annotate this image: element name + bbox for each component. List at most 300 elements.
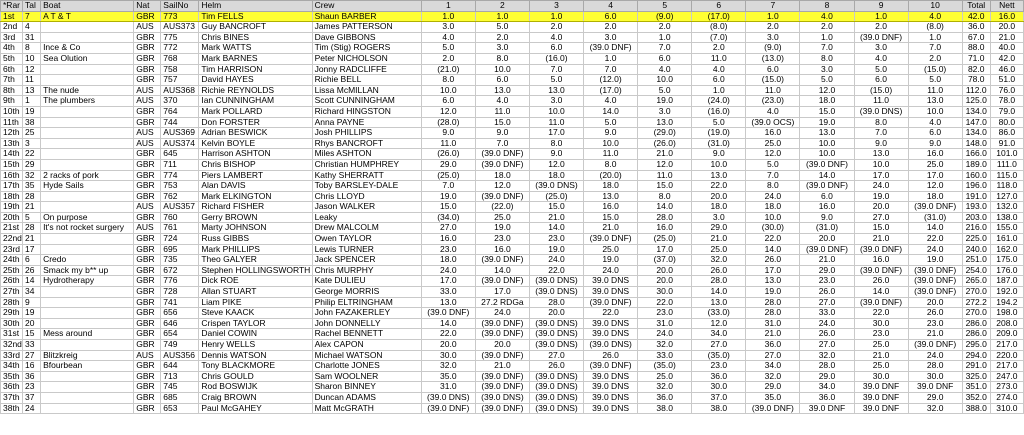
cell-boat[interactable]	[41, 244, 134, 255]
cell-r10[interactable]: 22.0	[908, 234, 962, 245]
cell-r4[interactable]: 39.0 DNS	[584, 392, 638, 403]
cell-r1[interactable]: 29.0	[421, 159, 475, 170]
cell-r3[interactable]: 19.0	[529, 244, 583, 255]
cell-boat[interactable]: Smack my b** up	[41, 265, 134, 276]
cell-r3[interactable]: (39.0 DNS)	[529, 382, 583, 393]
cell-r2[interactable]: (39.0 DNF)	[475, 191, 529, 202]
cell-r2[interactable]: 2.0	[475, 32, 529, 43]
cell-tally[interactable]: 10	[23, 53, 41, 64]
cell-r2[interactable]: 14.0	[475, 265, 529, 276]
cell-total[interactable]: 42.0	[962, 11, 990, 22]
cell-r10[interactable]: 7.0	[908, 43, 962, 54]
cell-r5[interactable]: 3.0	[638, 106, 692, 117]
cell-r6[interactable]: 25.0	[692, 244, 746, 255]
cell-r4[interactable]: 14.0	[584, 106, 638, 117]
column-header-sail[interactable]: SailNo	[161, 1, 199, 12]
cell-nett[interactable]: 192.0	[990, 287, 1023, 298]
cell-r9[interactable]: 5.0	[854, 64, 908, 75]
cell-rank[interactable]: 16th	[1, 170, 23, 181]
cell-r5[interactable]: 16.0	[638, 223, 692, 234]
cell-crew[interactable]: Rachel BENNETT	[312, 329, 421, 340]
cell-helm[interactable]: Harrison ASHTON	[199, 149, 312, 160]
column-header-r8[interactable]: 8	[800, 1, 854, 12]
cell-r1[interactable]: (39.0 DNF)	[421, 308, 475, 319]
cell-r9[interactable]: 30.0	[854, 318, 908, 329]
cell-nat[interactable]: GBR	[134, 191, 161, 202]
cell-r4[interactable]: 22.0	[584, 308, 638, 319]
cell-boat[interactable]	[41, 32, 134, 43]
cell-helm[interactable]: Chris GOULD	[199, 371, 312, 382]
cell-r5[interactable]: 38.0	[638, 403, 692, 414]
cell-r4[interactable]: 39.0 DNS	[584, 403, 638, 414]
cell-r6[interactable]: 2.0	[692, 43, 746, 54]
cell-crew[interactable]: Matt McGRATH	[312, 403, 421, 414]
cell-r7[interactable]: 1.0	[746, 11, 800, 22]
cell-nett[interactable]: 209.0	[990, 329, 1023, 340]
cell-helm[interactable]: Guy BANCROFT	[199, 22, 312, 33]
cell-crew[interactable]: Richie BELL	[312, 75, 421, 86]
cell-nat[interactable]: AUS	[134, 202, 161, 213]
cell-crew[interactable]: Dave GIBBONS	[312, 32, 421, 43]
cell-nat[interactable]: GBR	[134, 287, 161, 298]
cell-r9[interactable]: 23.0	[854, 329, 908, 340]
cell-r4[interactable]: 7.0	[584, 64, 638, 75]
cell-nat[interactable]: GBR	[134, 234, 161, 245]
cell-r8[interactable]: (39.0 DNF)	[800, 181, 854, 192]
cell-r9[interactable]: (39.0 DNF)	[854, 32, 908, 43]
cell-r5[interactable]: (25.0)	[638, 234, 692, 245]
cell-crew[interactable]: Tim (Stig) ROGERS	[312, 43, 421, 54]
cell-r4[interactable]: 10.0	[584, 138, 638, 149]
column-header-nat[interactable]: Nat	[134, 1, 161, 12]
cell-crew[interactable]: Josh PHILLIPS	[312, 128, 421, 139]
cell-helm[interactable]: Steve KAACK	[199, 308, 312, 319]
cell-rank[interactable]: 19th	[1, 202, 23, 213]
cell-r10[interactable]: 30.0	[908, 371, 962, 382]
cell-r5[interactable]: 8.0	[638, 191, 692, 202]
cell-r1[interactable]: (39.0 DNF)	[421, 403, 475, 414]
cell-boat[interactable]	[41, 340, 134, 351]
cell-boat[interactable]: Blitzkreig	[41, 350, 134, 361]
cell-total[interactable]: 286.0	[962, 318, 990, 329]
cell-nett[interactable]: 176.0	[990, 265, 1023, 276]
cell-nett[interactable]: 217.0	[990, 361, 1023, 372]
cell-r8[interactable]: 10.0	[800, 138, 854, 149]
cell-r8[interactable]: 6.0	[800, 191, 854, 202]
table-row[interactable]	[1, 276, 1024, 287]
cell-r9[interactable]: 4.0	[854, 53, 908, 64]
cell-r6[interactable]: 3.0	[692, 212, 746, 223]
cell-crew[interactable]: Jason WALKER	[312, 202, 421, 213]
cell-r1[interactable]: 32.0	[421, 361, 475, 372]
cell-sail[interactable]: AUS374	[161, 138, 199, 149]
cell-sail[interactable]: 672	[161, 265, 199, 276]
cell-sail[interactable]: 685	[161, 392, 199, 403]
cell-r10[interactable]: (39.0 DNF)	[908, 202, 962, 213]
cell-r9[interactable]: 3.0	[854, 43, 908, 54]
cell-total[interactable]: 125.0	[962, 96, 990, 107]
cell-r2[interactable]: 6.0	[475, 75, 529, 86]
cell-r7[interactable]: 12.0	[746, 149, 800, 160]
cell-helm[interactable]: Mark PHILLIPS	[199, 244, 312, 255]
cell-r4[interactable]: 15.0	[584, 212, 638, 223]
table-row[interactable]	[1, 255, 1024, 266]
table-row[interactable]	[1, 138, 1024, 149]
cell-r10[interactable]: (39.0 DNF)	[908, 287, 962, 298]
cell-boat[interactable]	[41, 64, 134, 75]
cell-r6[interactable]: (35.0)	[692, 350, 746, 361]
cell-helm[interactable]: Chris BINES	[199, 32, 312, 43]
cell-r8[interactable]: 34.0	[800, 382, 854, 393]
cell-total[interactable]: 325.0	[962, 371, 990, 382]
cell-boat[interactable]	[41, 75, 134, 86]
cell-r9[interactable]: 21.0	[854, 350, 908, 361]
cell-helm[interactable]: Mark BARNES	[199, 53, 312, 64]
cell-r7[interactable]: 3.0	[746, 32, 800, 43]
cell-r5[interactable]: 32.0	[638, 340, 692, 351]
cell-nett[interactable]: 115.0	[990, 170, 1023, 181]
cell-r1[interactable]: 18.0	[421, 255, 475, 266]
cell-crew[interactable]: Chris MURPHY	[312, 265, 421, 276]
cell-helm[interactable]: Piers LAMBERT	[199, 170, 312, 181]
cell-boat[interactable]	[41, 382, 134, 393]
cell-total[interactable]: 352.0	[962, 392, 990, 403]
cell-nett[interactable]: 80.0	[990, 117, 1023, 128]
cell-tally[interactable]: 36	[23, 371, 41, 382]
cell-helm[interactable]: Stephen HOLLINGSWORTH	[199, 265, 312, 276]
cell-r7[interactable]: 34.0	[746, 361, 800, 372]
cell-r7[interactable]: 18.0	[746, 202, 800, 213]
cell-total[interactable]: 270.0	[962, 308, 990, 319]
cell-sail[interactable]: AUS369	[161, 128, 199, 139]
cell-total[interactable]: 351.0	[962, 382, 990, 393]
cell-sail[interactable]: AUS356	[161, 350, 199, 361]
cell-crew[interactable]: Drew MALCOLM	[312, 223, 421, 234]
cell-nat[interactable]: GBR	[134, 212, 161, 223]
cell-rank[interactable]: 25th	[1, 265, 23, 276]
cell-crew[interactable]: Duncan ADAMS	[312, 392, 421, 403]
cell-r10[interactable]: 16.0	[908, 149, 962, 160]
cell-r5[interactable]: 24.0	[638, 329, 692, 340]
cell-r1[interactable]: 10.0	[421, 85, 475, 96]
cell-r5[interactable]: 28.0	[638, 212, 692, 223]
cell-r3[interactable]: (39.0 DNS)	[529, 181, 583, 192]
cell-nat[interactable]: GBR	[134, 340, 161, 351]
table-row[interactable]	[1, 202, 1024, 213]
column-header-crew[interactable]: Crew	[312, 1, 421, 12]
cell-boat[interactable]: Bfourbean	[41, 361, 134, 372]
cell-rank[interactable]: 15th	[1, 159, 23, 170]
cell-boat[interactable]	[41, 403, 134, 414]
table-row[interactable]	[1, 340, 1024, 351]
cell-r1[interactable]: (34.0)	[421, 212, 475, 223]
cell-nett[interactable]: 79.0	[990, 106, 1023, 117]
cell-r3[interactable]: (16.0)	[529, 53, 583, 64]
cell-crew[interactable]: Jack SPENCER	[312, 255, 421, 266]
cell-r5[interactable]: 33.0	[638, 350, 692, 361]
cell-nett[interactable]: 273.0	[990, 382, 1023, 393]
cell-r10[interactable]: (39.0 DNF)	[908, 276, 962, 287]
cell-helm[interactable]: Liam PIKE	[199, 297, 312, 308]
cell-r5[interactable]: (29.0)	[638, 128, 692, 139]
cell-r9[interactable]: 7.0	[854, 128, 908, 139]
cell-r7[interactable]: 26.0	[746, 255, 800, 266]
cell-r1[interactable]: 35.0	[421, 371, 475, 382]
cell-tally[interactable]: 31	[23, 32, 41, 43]
column-header-rank[interactable]: *Rar	[1, 1, 23, 12]
cell-rank[interactable]: 30th	[1, 318, 23, 329]
table-row[interactable]	[1, 170, 1024, 181]
cell-r4[interactable]: 6.0	[584, 11, 638, 22]
cell-nett[interactable]: 16.0	[990, 11, 1023, 22]
column-header-r9[interactable]: 9	[854, 1, 908, 12]
cell-rank[interactable]: 7th	[1, 75, 23, 86]
cell-r3[interactable]: 26.0	[529, 361, 583, 372]
cell-crew[interactable]: Anna PAYNE	[312, 117, 421, 128]
cell-r2[interactable]: 15.0	[475, 117, 529, 128]
cell-boat[interactable]	[41, 371, 134, 382]
cell-r6[interactable]: 20.0	[692, 191, 746, 202]
cell-r4[interactable]: 21.0	[584, 223, 638, 234]
cell-r9[interactable]: 25.0	[854, 361, 908, 372]
cell-r7[interactable]: 29.0	[746, 382, 800, 393]
cell-r2[interactable]: 18.0	[475, 170, 529, 181]
cell-r6[interactable]: 29.0	[692, 223, 746, 234]
cell-nett[interactable]: 217.0	[990, 340, 1023, 351]
cell-r1[interactable]: 4.0	[421, 32, 475, 43]
cell-sail[interactable]: 768	[161, 53, 199, 64]
cell-tally[interactable]: 4	[23, 22, 41, 33]
cell-r8[interactable]: 27.0	[800, 297, 854, 308]
cell-nett[interactable]: 127.0	[990, 191, 1023, 202]
cell-nett[interactable]: 155.0	[990, 223, 1023, 234]
cell-boat[interactable]: Sea Olution	[41, 53, 134, 64]
cell-crew[interactable]: Jonny RADCLIFFE	[312, 64, 421, 75]
cell-r10[interactable]: (31.0)	[908, 212, 962, 223]
cell-r1[interactable]: 9.0	[421, 128, 475, 139]
cell-r3[interactable]: 20.0	[529, 308, 583, 319]
cell-r4[interactable]: 39.0 DNS	[584, 318, 638, 329]
cell-nat[interactable]: GBR	[134, 43, 161, 54]
cell-r6[interactable]: 34.0	[692, 329, 746, 340]
cell-tally[interactable]: 37	[23, 392, 41, 403]
cell-r3[interactable]: (39.0 DNS)	[529, 318, 583, 329]
cell-r8[interactable]: 8.0	[800, 53, 854, 64]
cell-sail[interactable]: AUS368	[161, 85, 199, 96]
cell-r10[interactable]: 10.0	[908, 106, 962, 117]
cell-r9[interactable]: 24.0	[854, 181, 908, 192]
cell-nett[interactable]: 86.0	[990, 128, 1023, 139]
cell-r7[interactable]: 24.0	[746, 191, 800, 202]
cell-r10[interactable]: 9.0	[908, 138, 962, 149]
cell-helm[interactable]: Don FORSTER	[199, 117, 312, 128]
cell-r6[interactable]: 26.0	[692, 265, 746, 276]
cell-r2[interactable]: 20.0	[475, 340, 529, 351]
cell-r2[interactable]: 9.0	[475, 128, 529, 139]
cell-nat[interactable]: GBR	[134, 361, 161, 372]
cell-r2[interactable]: 10.0	[475, 64, 529, 75]
cell-rank[interactable]: 9th	[1, 96, 23, 107]
cell-helm[interactable]: Allan STUART	[199, 287, 312, 298]
cell-r3[interactable]: (39.0 DNS)	[529, 340, 583, 351]
cell-boat[interactable]	[41, 138, 134, 149]
cell-nat[interactable]: GBR	[134, 170, 161, 181]
cell-r6[interactable]: 28.0	[692, 276, 746, 287]
cell-r10[interactable]: 24.0	[908, 350, 962, 361]
cell-r7[interactable]: 13.0	[746, 276, 800, 287]
cell-r7[interactable]: 22.0	[746, 234, 800, 245]
cell-r8[interactable]: (39.0 DNF)	[800, 159, 854, 170]
cell-r3[interactable]: (39.0 DNS)	[529, 329, 583, 340]
cell-r7[interactable]: 17.0	[746, 265, 800, 276]
cell-r8[interactable]: 23.0	[800, 276, 854, 287]
cell-r10[interactable]: 5.0	[908, 75, 962, 86]
cell-total[interactable]: 251.0	[962, 255, 990, 266]
cell-r7[interactable]: 27.0	[746, 350, 800, 361]
cell-tally[interactable]: 19	[23, 106, 41, 117]
cell-r5[interactable]: 2.0	[638, 22, 692, 33]
cell-r6[interactable]: 22.0	[692, 181, 746, 192]
cell-r3[interactable]: 3.0	[529, 96, 583, 107]
cell-rank[interactable]: 12th	[1, 128, 23, 139]
cell-total[interactable]: 112.0	[962, 85, 990, 96]
cell-r6[interactable]: 18.0	[692, 202, 746, 213]
cell-r7[interactable]: 28.0	[746, 297, 800, 308]
cell-r10[interactable]: 18.0	[908, 191, 962, 202]
cell-r2[interactable]: 17.0	[475, 287, 529, 298]
cell-r1[interactable]: 6.0	[421, 96, 475, 107]
cell-sail[interactable]: 760	[161, 212, 199, 223]
cell-sail[interactable]: 745	[161, 382, 199, 393]
cell-helm[interactable]: Russ GIBBS	[199, 234, 312, 245]
cell-r4[interactable]: 5.0	[584, 117, 638, 128]
cell-sail[interactable]: 761	[161, 223, 199, 234]
cell-nat[interactable]: GBR	[134, 75, 161, 86]
cell-r10[interactable]: 24.0	[908, 244, 962, 255]
cell-r3[interactable]: 7.0	[529, 64, 583, 75]
cell-nett[interactable]: 208.0	[990, 318, 1023, 329]
cell-r6[interactable]: 13.0	[692, 170, 746, 181]
cell-r2[interactable]: (39.0 DNF)	[475, 382, 529, 393]
cell-r7[interactable]: 35.0	[746, 392, 800, 403]
table-row[interactable]	[1, 329, 1024, 340]
cell-rank[interactable]: 3rd	[1, 32, 23, 43]
cell-total[interactable]: 240.0	[962, 244, 990, 255]
cell-rank[interactable]: 14th	[1, 149, 23, 160]
cell-rank[interactable]: 23rd	[1, 244, 23, 255]
cell-r6[interactable]: (33.0)	[692, 308, 746, 319]
cell-helm[interactable]: Henry WELLS	[199, 340, 312, 351]
cell-r7[interactable]: 6.0	[746, 64, 800, 75]
cell-r8[interactable]: 21.0	[800, 255, 854, 266]
cell-r4[interactable]: 39.0 DNS	[584, 382, 638, 393]
cell-crew[interactable]: George MORRIS	[312, 287, 421, 298]
cell-r2[interactable]: (22.0)	[475, 202, 529, 213]
cell-r9[interactable]: (39.0 DNF)	[854, 297, 908, 308]
cell-r9[interactable]: (39.0 DNF)	[854, 244, 908, 255]
cell-total[interactable]: 254.0	[962, 265, 990, 276]
cell-rank[interactable]: 34th	[1, 361, 23, 372]
cell-r1[interactable]: 17.0	[421, 276, 475, 287]
cell-total[interactable]: 295.0	[962, 340, 990, 351]
table-row[interactable]	[1, 159, 1024, 170]
cell-crew[interactable]: John DONNELLY	[312, 318, 421, 329]
cell-r3[interactable]: 10.0	[529, 106, 583, 117]
cell-nett[interactable]: 111.0	[990, 159, 1023, 170]
cell-r2[interactable]: 13.0	[475, 85, 529, 96]
table-row[interactable]	[1, 297, 1024, 308]
cell-boat[interactable]: It's not rocket surgery	[41, 223, 134, 234]
cell-crew[interactable]: Peter NICHOLSON	[312, 53, 421, 64]
cell-sail[interactable]: 645	[161, 149, 199, 160]
cell-r4[interactable]: 8.0	[584, 159, 638, 170]
cell-total[interactable]: 67.0	[962, 32, 990, 43]
cell-r2[interactable]: 8.0	[475, 53, 529, 64]
cell-r5[interactable]: 7.0	[638, 43, 692, 54]
cell-crew[interactable]: Rhys BANCROFT	[312, 138, 421, 149]
table-row[interactable]	[1, 181, 1024, 192]
cell-r3[interactable]: 8.0	[529, 138, 583, 149]
cell-r9[interactable]: 39.0 DNF	[854, 403, 908, 414]
cell-tally[interactable]: 14	[23, 276, 41, 287]
cell-boat[interactable]	[41, 297, 134, 308]
cell-r7[interactable]: 8.0	[746, 181, 800, 192]
cell-r1[interactable]: (21.0)	[421, 64, 475, 75]
cell-r3[interactable]: 23.0	[529, 234, 583, 245]
cell-r7[interactable]: 2.0	[746, 22, 800, 33]
cell-tally[interactable]: 24	[23, 403, 41, 414]
cell-total[interactable]: 388.0	[962, 403, 990, 414]
cell-helm[interactable]: Tim HARRISON	[199, 64, 312, 75]
table-row[interactable]	[1, 392, 1024, 403]
table-row[interactable]	[1, 361, 1024, 372]
cell-sail[interactable]: 711	[161, 159, 199, 170]
table-row[interactable]	[1, 64, 1024, 75]
cell-tally[interactable]: 17	[23, 244, 41, 255]
cell-r7[interactable]: (39.0 DNF)	[746, 403, 800, 414]
cell-crew[interactable]: Owen TAYLOR	[312, 234, 421, 245]
cell-nat[interactable]: GBR	[134, 181, 161, 192]
cell-r1[interactable]: 31.0	[421, 382, 475, 393]
cell-rank[interactable]: 17th	[1, 181, 23, 192]
cell-boat[interactable]: The nude	[41, 85, 134, 96]
cell-r9[interactable]: 8.0	[854, 117, 908, 128]
cell-r6[interactable]: (16.0)	[692, 106, 746, 117]
cell-r1[interactable]: 8.0	[421, 75, 475, 86]
cell-r2[interactable]: (39.0 DNF)	[475, 276, 529, 287]
cell-rank[interactable]: 1st	[1, 11, 23, 22]
cell-r8[interactable]: 3.0	[800, 64, 854, 75]
cell-total[interactable]: 36.0	[962, 22, 990, 33]
cell-r10[interactable]: 26.0	[908, 308, 962, 319]
cell-r9[interactable]: 39.0 DNF	[854, 382, 908, 393]
cell-r5[interactable]: 21.0	[638, 149, 692, 160]
cell-r2[interactable]: 12.0	[475, 181, 529, 192]
cell-tally[interactable]: 16	[23, 361, 41, 372]
cell-r7[interactable]: 11.0	[746, 85, 800, 96]
cell-r9[interactable]: 25.0	[854, 340, 908, 351]
cell-r4[interactable]: 39.0 DNS	[584, 276, 638, 287]
cell-rank[interactable]: 29th	[1, 308, 23, 319]
cell-r9[interactable]: 22.0	[854, 308, 908, 319]
cell-nat[interactable]: GBR	[134, 244, 161, 255]
cell-sail[interactable]: 728	[161, 287, 199, 298]
cell-r8[interactable]: 14.0	[800, 170, 854, 181]
cell-r2[interactable]: 4.0	[475, 96, 529, 107]
cell-helm[interactable]: Tony BLACKMORE	[199, 361, 312, 372]
cell-crew[interactable]: Alex CAPON	[312, 340, 421, 351]
cell-r8[interactable]: 27.0	[800, 340, 854, 351]
